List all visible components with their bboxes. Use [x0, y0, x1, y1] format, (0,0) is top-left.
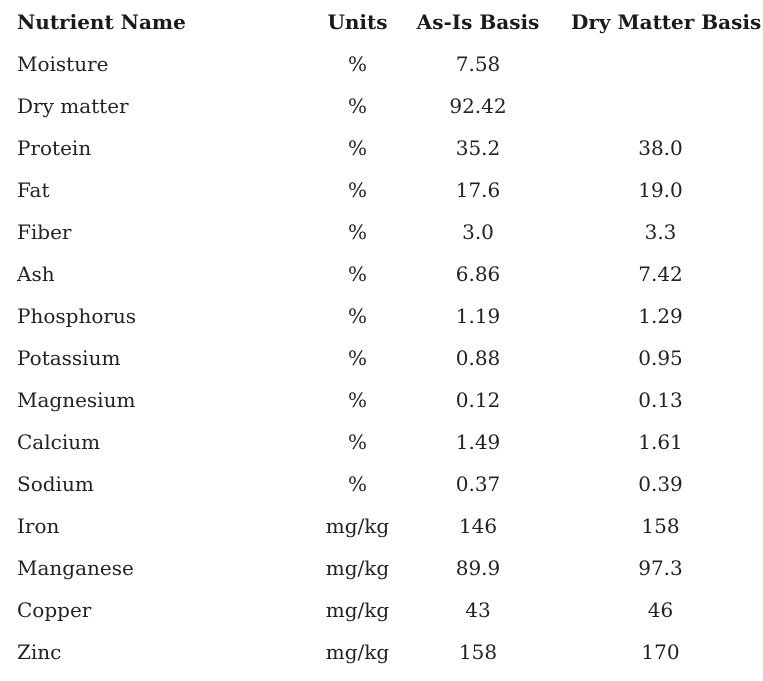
- cell-dry-matter-basis: 0.13: [638, 388, 683, 412]
- cell-units: mg/kg: [325, 514, 390, 538]
- cell-nutrient-name: Manganese: [17, 556, 134, 580]
- table-row: [0, 379, 763, 421]
- header-as-is-basis: As-Is Basis: [416, 9, 540, 34]
- cell-as-is-basis: 43: [465, 598, 491, 622]
- cell-units: %: [347, 304, 367, 328]
- cell-as-is-basis: 158: [458, 640, 498, 664]
- table-row: [0, 295, 763, 337]
- cell-units: mg/kg: [325, 556, 390, 580]
- cell-nutrient-name: Moisture: [17, 52, 109, 76]
- cell-as-is-basis: 6.86: [455, 262, 501, 286]
- table-header: [0, 0, 763, 43]
- table-row: [0, 547, 763, 589]
- cell-dry-matter-basis: 97.3: [638, 556, 683, 580]
- cell-units: %: [347, 388, 367, 412]
- cell-dry-matter-basis: 1.29: [638, 304, 683, 328]
- cell-as-is-basis: 1.49: [455, 430, 501, 454]
- cell-nutrient-name: Sodium: [17, 472, 94, 496]
- cell-dry-matter-basis: 46: [647, 598, 674, 622]
- cell-nutrient-name: Dry matter: [17, 94, 129, 118]
- cell-as-is-basis: 17.6: [455, 178, 501, 202]
- cell-as-is-basis: 0.88: [455, 346, 501, 370]
- cell-units: mg/kg: [325, 640, 390, 664]
- cell-nutrient-name: Zinc: [17, 640, 62, 664]
- cell-dry-matter-basis: 0.95: [638, 346, 683, 370]
- cell-dry-matter-basis: 7.42: [638, 262, 683, 286]
- table-row: [0, 421, 763, 463]
- cell-nutrient-name: Protein: [17, 136, 92, 160]
- table-row: [0, 505, 763, 547]
- table-row: [0, 253, 763, 295]
- header-units: Units: [327, 9, 388, 34]
- table-row: [0, 43, 763, 85]
- cell-as-is-basis: 1.19: [455, 304, 501, 328]
- cell-dry-matter-basis: 158: [641, 514, 680, 538]
- cell-as-is-basis: 0.12: [455, 388, 501, 412]
- cell-dry-matter-basis: 3.3: [644, 220, 677, 244]
- cell-nutrient-name: Fiber: [17, 220, 72, 244]
- cell-nutrient-name: Potassium: [17, 346, 121, 370]
- table-row: [0, 211, 763, 253]
- cell-units: %: [347, 430, 367, 454]
- table-row: [0, 631, 763, 673]
- table-row: [0, 463, 763, 505]
- table-row: [0, 127, 763, 169]
- cell-dry-matter-basis: 170: [641, 640, 680, 664]
- cell-units: mg/kg: [325, 598, 390, 622]
- cell-as-is-basis: 92.42: [449, 94, 507, 118]
- table-row: [0, 589, 763, 631]
- cell-units: %: [347, 178, 367, 202]
- cell-units: %: [347, 220, 367, 244]
- header-dry-matter-basis: Dry Matter Basis: [571, 9, 762, 34]
- header-nutrient-name: Nutrient Name: [17, 9, 186, 34]
- cell-nutrient-name: Phosphorus: [17, 304, 137, 328]
- table-body: [0, 43, 763, 673]
- cell-as-is-basis: 89.9: [455, 556, 501, 580]
- cell-nutrient-name: Fat: [17, 178, 50, 202]
- cell-dry-matter-basis: 1.61: [638, 430, 683, 454]
- table-row: [0, 169, 763, 211]
- cell-nutrient-name: Ash: [17, 262, 55, 286]
- cell-nutrient-name: Iron: [17, 514, 60, 538]
- cell-dry-matter-basis: [558, 85, 763, 127]
- cell-nutrient-name: Magnesium: [17, 388, 136, 412]
- cell-nutrient-name: Copper: [17, 598, 92, 622]
- cell-dry-matter-basis: [558, 43, 763, 85]
- cell-as-is-basis: 7.58: [455, 52, 501, 76]
- cell-units: %: [347, 136, 367, 160]
- cell-as-is-basis: 35.2: [455, 136, 501, 160]
- table-row: [0, 85, 763, 127]
- cell-as-is-basis: 146: [458, 514, 498, 538]
- cell-as-is-basis: 3.0: [462, 220, 494, 244]
- cell-units: %: [347, 94, 367, 118]
- cell-dry-matter-basis: 0.39: [638, 472, 683, 496]
- cell-as-is-basis: 0.37: [455, 472, 501, 496]
- header-row: [0, 0, 763, 43]
- table-row: [0, 337, 763, 379]
- cell-dry-matter-basis: 38.0: [638, 136, 683, 160]
- cell-units: %: [347, 262, 367, 286]
- cell-units: %: [347, 472, 367, 496]
- cell-nutrient-name: Calcium: [17, 430, 101, 454]
- cell-units: %: [347, 52, 367, 76]
- cell-units: %: [347, 346, 367, 370]
- cell-dry-matter-basis: 19.0: [638, 178, 683, 202]
